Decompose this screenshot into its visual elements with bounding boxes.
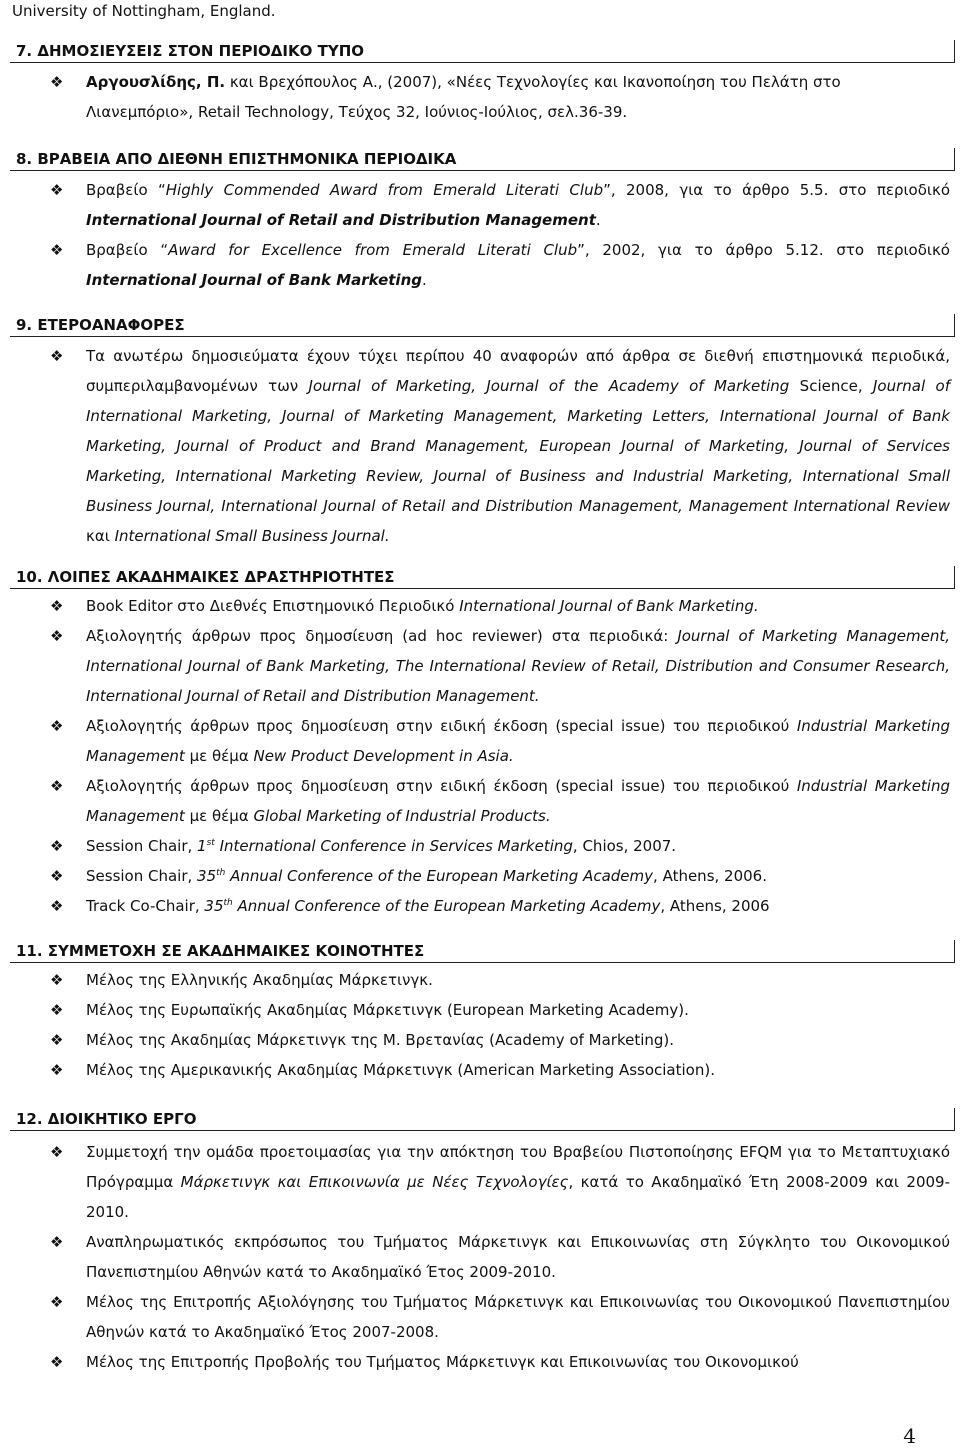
list-item: ❖ Book Editor στο Διεθνές Επιστημονικό Περιοδικό International Journal of Bank Marketing. — [0, 591, 960, 621]
bullet-icon: ❖ — [50, 777, 64, 795]
list-item: ❖ Αργουσλίδης, Π. και Βρεχόπουλος Α., (2007), «Νέες Τεχνολογίες και Ικανοποίηση του Πελάτη στο Λιανεμπόριο», Retail Technology, Τεύχος 32, Ιούνιος-Ιούλιος, σελ.36-39. — [0, 67, 960, 127]
list-item: ❖ Μέλος της Αμερικανικής Ακαδημίας Μάρκετινγκ (American Marketing Association). — [0, 1055, 960, 1085]
bullet-icon: ❖ — [50, 597, 64, 615]
bullet-icon: ❖ — [50, 1293, 64, 1311]
list-item: ❖ Μέλος της Ελληνικής Ακαδημίας Μάρκετινγκ. — [0, 965, 960, 995]
list-item: ❖ Session Chair, 1st International Conference in Services Marketing, Chios, 2007. — [0, 831, 960, 861]
list-item: ❖ Βραβείο “Award for Excellence from Emerald Literati Club”, 2002, για το άρθρο 5.12. στο περιοδικό International Journal of Bank Marketing. — [0, 235, 960, 295]
list-item: ❖ Βραβείο “Highly Commended Award from Emerald Literati Club”, 2008, για το άρθρο 5.5. στο περιοδικό International Journal of Retail and Distribution Management. — [0, 175, 960, 235]
bullet-icon: ❖ — [50, 1001, 64, 1019]
section-publications-press — [0, 40, 960, 127]
bullet-icon: ❖ — [50, 1143, 64, 1161]
section-academic-communities — [0, 940, 960, 1085]
list-item: ❖ Μέλος της Ευρωπαϊκής Ακαδημίας Μάρκετινγκ (European Marketing Academy). — [0, 995, 960, 1025]
section-title: 9. ΕΤΕΡΟΑΝΑΦΟΡΕΣ — [16, 316, 185, 334]
bullet-icon: ❖ — [50, 1353, 64, 1371]
list-item: ❖ Αξιολογητής άρθρων προς δημοσίευση στην ειδική έκδοση (special issue) του περιοδικού Industrial Marketing Management με θέμα Global Marketing of Industrial Products. — [0, 771, 960, 831]
list-item: ❖ Αξιολογητής άρθρων προς δημοσίευση στην ειδική έκδοση (special issue) του περιοδικού Industrial Marketing Management με θέμα New Product Development in Asia. — [0, 711, 960, 771]
list-item: ❖ Αξιολογητής άρθρων προς δημοσίευση (ad hoc reviewer) στα περιοδικά: Journal of Marketing Management, International Journal of Bank Marketing, The International Review of Retail, Distribution and Consumer Research, International Journal of Retail and Distribution Management. — [0, 621, 960, 711]
bullet-icon: ❖ — [50, 971, 64, 989]
list-item: ❖ Μέλος της Επιτροπής Προβολής του Τμήματος Μάρκετινγκ και Επικοινωνίας του Οικονομικού — [0, 1347, 960, 1377]
section-title: 7. ΔΗΜΟΣΙΕΥΣΕΙΣ ΣΤΟΝ ΠΕΡΙΟΔΙΚΟ ΤΥΠΟ — [16, 42, 364, 60]
bullet-icon: ❖ — [50, 73, 64, 91]
bullet-icon: ❖ — [50, 1031, 64, 1049]
bullet-icon: ❖ — [50, 627, 64, 645]
section-title: 8. ΒΡΑΒΕΙΑ ΑΠΟ ΔΙΕΘΝΗ ΕΠΙΣΤΗΜΟΝΙΚΑ ΠΕΡΙΟΔΙΚΑ — [16, 150, 457, 168]
bullet-icon: ❖ — [50, 867, 64, 885]
section-administrative-work — [0, 1108, 960, 1377]
bullet-icon: ❖ — [50, 717, 64, 735]
bullet-icon: ❖ — [50, 1233, 64, 1251]
section-header — [10, 148, 955, 171]
list-item: ❖ Μέλος της Ακαδημίας Μάρκετινγκ της Μ. Βρετανίας (Academy of Marketing). — [0, 1025, 960, 1055]
section-awards — [0, 148, 960, 295]
section-header — [10, 940, 955, 963]
list-item: ❖ Μέλος της Επιτροπής Αξιολόγησης του Τμήματος Μάρκετινγκ και Επικοινωνίας του Οικονομικού Πανεπιστημίου Αθηνών κατά το Ακαδημαϊκό Έτος 2007-2008. — [0, 1287, 960, 1347]
bullet-icon: ❖ — [50, 181, 64, 199]
section-title: 12. ΔΙΟΙΚΗΤΙΚΟ ΕΡΓΟ — [16, 1110, 197, 1128]
section-header — [10, 314, 955, 337]
bullet-icon: ❖ — [50, 1061, 64, 1079]
list-item: ❖ Συμμετοχή την ομάδα προετοιμασίας για την απόκτηση του Βραβείου Πιστοποίησης EFQM για το Μεταπτυχιακό Πρόγραμμα Μάρκετινγκ και Επικοινωνία με Νέες Τεχνολογίες, κατά το Ακαδημαϊκό Έτη 2008-2009 και 2009-2010. — [0, 1137, 960, 1227]
header-line: University of Nottingham, England. — [12, 2, 276, 20]
bullet-icon: ❖ — [50, 837, 64, 855]
section-header — [10, 1108, 955, 1131]
bullet-icon: ❖ — [50, 897, 64, 915]
section-other-activities — [0, 566, 960, 921]
page-number: 4 — [903, 1424, 916, 1448]
list-item: ❖ Τα ανωτέρω δημοσιεύματα έχουν τύχει περίπου 40 αναφορών από άρθρα σε διεθνή επιστημονικά περιοδικά, συμπεριλαμβανομένων των Journal of Marketing, Journal of the Academy of Marketing Science, Journal of International Marketing, Journal of Marketing Management, Marketing Letters, International Journal of Bank Marketing, Journal of Product and Brand Management, European Journal of Marketing, Journal of Services Marketing, International Marketing Review, Journal of Business and Industrial Marketing, International Small Business Journal, International Journal of Retail and Distribution Management, Management International Review και International Small Business Journal. — [0, 341, 960, 551]
bullet-icon: ❖ — [50, 347, 64, 365]
section-citations — [0, 314, 960, 551]
section-header — [10, 566, 955, 589]
list-item: ❖ Αναπληρωματικός εκπρόσωπος του Τμήματος Μάρκετινγκ και Επικοινωνίας στη Σύγκλητο του Οικονομικού Πανεπιστημίου Αθηνών κατά το Ακαδημαϊκό Έτος 2009-2010. — [0, 1227, 960, 1287]
list-item: ❖ Session Chair, 35th Annual Conference of the European Marketing Academy, Athens, 2006. — [0, 861, 960, 891]
section-title: 11. ΣΥΜΜΕΤΟΧΗ ΣΕ ΑΚΑΔΗΜΑΙΚΕΣ ΚΟΙΝΟΤΗΤΕΣ — [16, 942, 425, 960]
section-title: 10. ΛΟΙΠΕΣ ΑΚΑΔΗΜΑΙΚΕΣ ΔΡΑΣΤΗΡΙΟΤΗΤΕΣ — [16, 568, 395, 586]
section-header — [10, 40, 955, 63]
list-item: ❖ Track Co-Chair, 35th Annual Conference of the European Marketing Academy, Athens, 2006 — [0, 891, 960, 921]
bullet-icon: ❖ — [50, 241, 64, 259]
